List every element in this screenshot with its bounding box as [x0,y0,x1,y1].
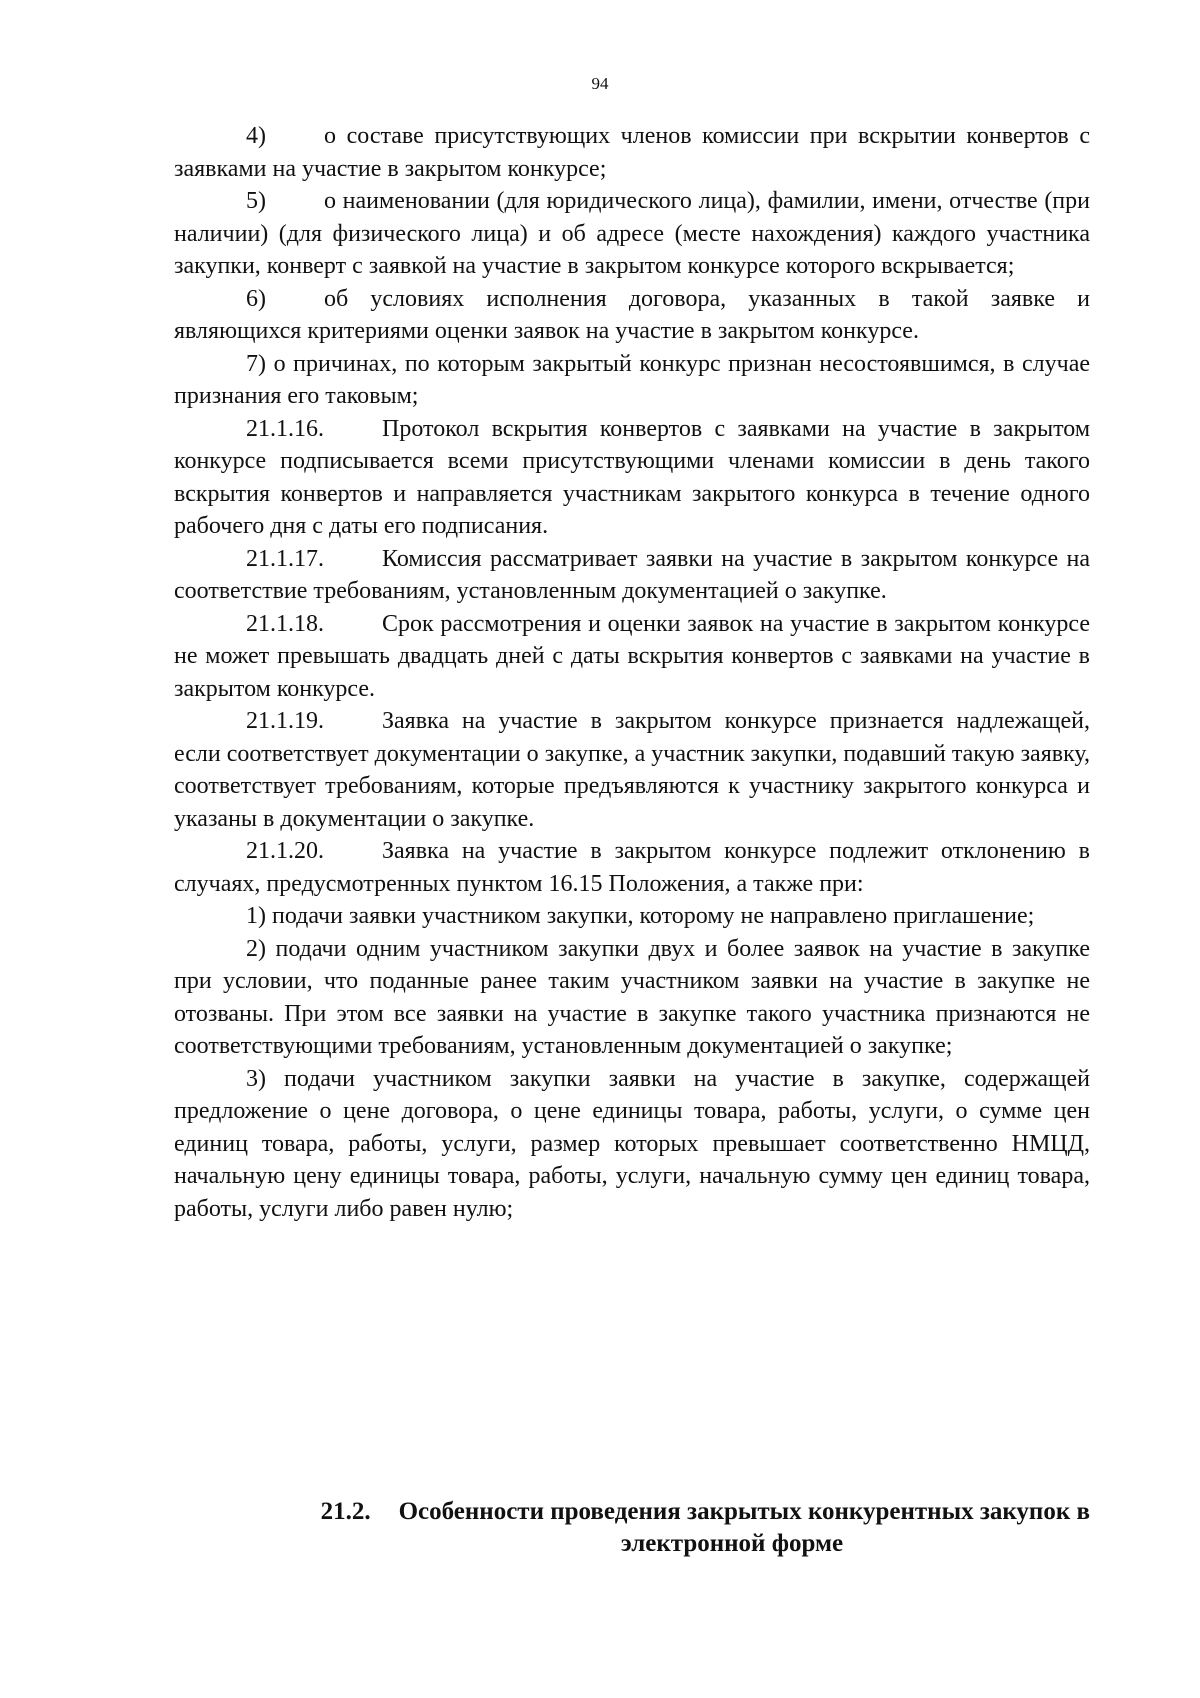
list-item-5 [174,185,1090,283]
sub-item-text: 3) подачи участником закупки заявки на участие в закупке, содержащей предложение о цене договора, о цене единицы товара, работы, услуги, о сумме цен единиц товара, работы, услуги, размер которых превышает соответственно НМЦД, начальную цену единицы товара, работы, услуги, начальную сумму цен единиц товара, работы, услуги либо равен нулю; [174,1065,1090,1222]
item-number: 4) [246,123,266,149]
clause-text: Заявка на участие в закрытом конкурсе признается надлежащей, если соответствует документации о закупке, а участник закупки, подавший такую заявку, соответствует требованиям, которые предъявляются к участнику закрытого конкурса и указаны в документации о закупке. [174,708,1090,832]
page-number: 94 [591,74,609,93]
item-text: об условиях исполнения договора, указанных в такой заявке и являющихся критериями оценки заявок на участие в закрытом конкурсе. [174,285,1090,344]
item-text: о причинах, по которым закрытый конкурс признан несостоявшимся, в случае признания его таковым; [174,350,1091,409]
clause-text: Комиссия рассматривает заявки на участие в закрытом конкурсе на соответствие требованиям, установленным документацией о закупке. [174,545,1090,604]
item-number: 5) [246,188,266,214]
body-text [174,120,1090,1225]
sub-item-2 [174,933,1090,1063]
item-text: о наименовании (для юридического лица), фамилии, имени, отчестве (при наличии) (для физического лица) и об адресе (месте нахождения) каждого участника закупки, конверт с заявкой на участие в закрытом конкурсе которого вскрывается; [174,188,1090,279]
section-number: 21.2. [320,1498,371,1525]
clause-number: 21.1.19. [246,708,324,734]
item-number: 7) [246,350,266,377]
section-title-line1: Особенности проведения закрытых конкурентных закупок в [398,1498,1090,1525]
list-item-7 [174,348,1090,413]
clause-21-1-16 [174,413,1090,543]
sub-item-1 [174,900,1090,933]
item-text: о составе присутствующих членов комиссии при вскрытии конвертов с заявками на участие в закрытом конкурсе; [174,123,1090,182]
clause-number: 21.1.18. [246,610,324,637]
clause-number: 21.1.16. [246,415,324,442]
clause-21-1-19 [174,705,1090,835]
clause-text: Срок рассмотрения и оценки заявок на участие в закрытом конкурсе не может превышать двадцать дней с даты вскрытия конвертов с заявками на участие в закрытом конкурсе. [174,610,1090,702]
clause-21-1-20 [174,835,1090,900]
list-item-4 [174,120,1090,185]
list-item-6 [174,283,1090,348]
sub-item-3 [174,1063,1090,1226]
clause-number: 21.1.17. [246,545,324,572]
sub-item-text: 1) подачи заявки участником закупки, которому не направлено приглашение; [246,903,1035,929]
clause-text: Заявка на участие в закрытом конкурсе подлежит отклонению в случаях, предусмотренных пунктом 16.15 Положения, а также при: [174,838,1090,897]
sub-item-text: 2) подачи одним участником закупки двух и более заявок на участие в закупке при условии, что поданные ранее таким участником заявки на участие в закупке не отозваны. При этом все заявки на участие в закупке такого участника признаются не соответствующими требованиям, установленным документацией о закупке; [174,935,1090,1059]
section-heading [174,1496,1090,1560]
clause-21-1-18 [174,608,1090,706]
clause-text: Протокол вскрытия конвертов с заявками на участие в закрытом конкурсе подписывается всеми присутствующими членами комиссии в день такого вскрытия конвертов и направляется участникам закрытого конкурса в течение одного рабочего дня с даты его подписания. [174,415,1090,539]
item-number: 6) [246,285,266,312]
clause-21-1-17 [174,543,1090,608]
section-heading-line1 [174,1496,1090,1528]
section-title-line2: электронной форме [620,1530,844,1557]
clause-number: 21.1.20. [246,838,324,864]
